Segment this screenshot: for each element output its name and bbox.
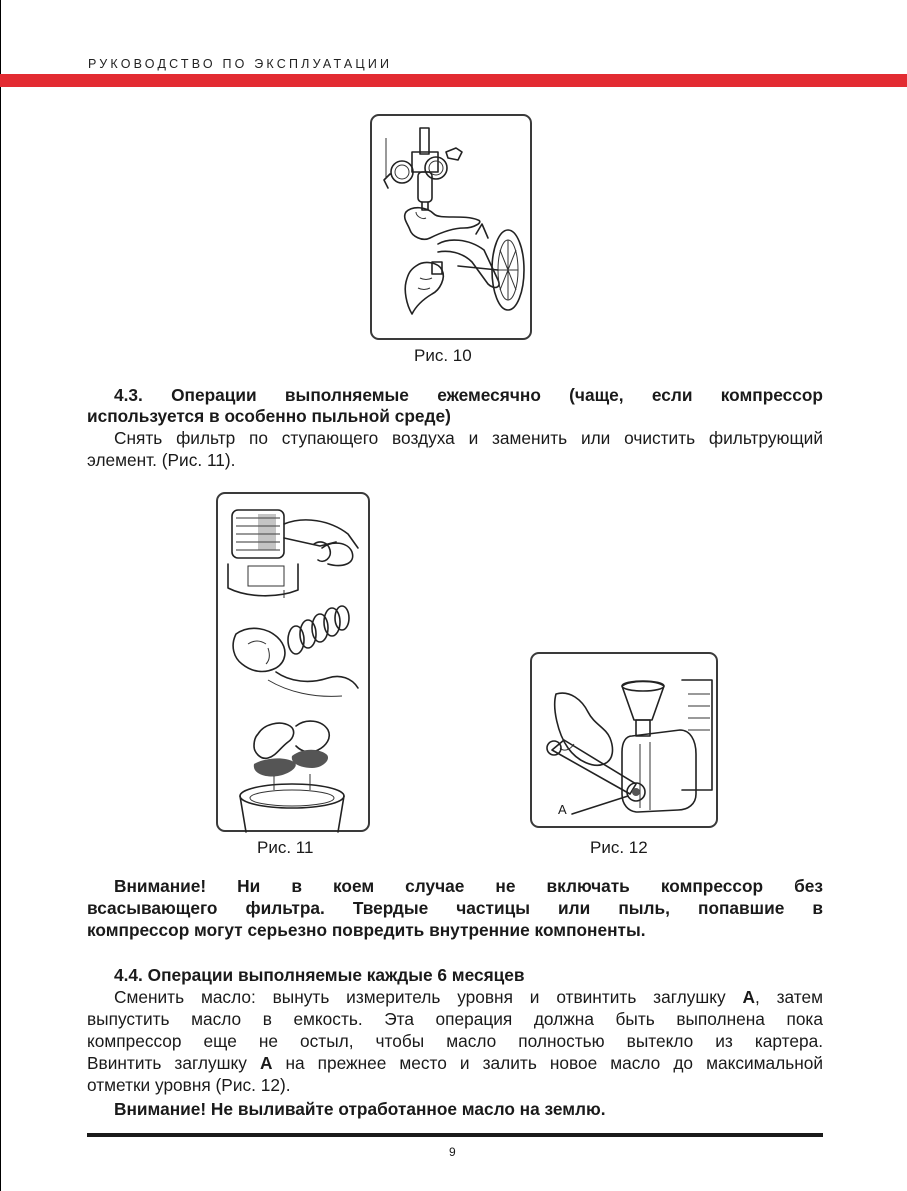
warning-1-line1: Внимание! Ни в коем случае не включать компрессор без — [114, 876, 823, 896]
figure-12-frame — [530, 652, 718, 828]
section-4-4-heading: 4.4. Операции выполняемые каждые 6 месяцев — [114, 965, 525, 985]
figure-10-caption: Рис. 10 — [414, 346, 472, 365]
section-4-3-body-line2: элемент. (Рис. 11). — [87, 450, 236, 470]
section-4-3-heading-line1: 4.3. Операции выполняемые ежемесячно (чаще, если компрессор — [114, 385, 823, 405]
section-4-4-line3: компрессор еще не остыл, чтобы масло полностью вытекло из картера. — [87, 1031, 823, 1051]
section-4-3-body-line1: Снять фильтр по ступающего воздуха и заменить или очистить фильтрующий — [114, 428, 823, 448]
figure-10-illustration — [372, 116, 534, 342]
section-4-3-heading-line2: используется в особенно пыльной среде) — [87, 406, 451, 426]
figure-11-illustration — [218, 494, 372, 834]
section-4-4-line5: отметки уровня (Рис. 12). — [87, 1075, 291, 1095]
figure-12-label-a: A — [558, 802, 567, 817]
section-4-4-line4: Ввинтить заглушку A на прежнее место и залить новое масло до максимальной — [87, 1053, 824, 1073]
section-4-4-line2: выпустить масло в емкость. Эта операция должна быть выполнена пока — [87, 1009, 823, 1029]
document-header-title: РУКОВОДСТВО ПО ЭКСПЛУАТАЦИИ — [88, 57, 393, 71]
section-4-4-warning: Внимание! Не выливайте отработанное масло на землю. — [114, 1099, 606, 1119]
section-4-4-line1: Сменить масло: вынуть измеритель уровня и отвинтить заглушку A, затем — [114, 987, 823, 1007]
warning-1-line2: всасывающего фильтра. Твердые частицы или пыль, попавшие в — [87, 898, 823, 918]
figure-10-frame — [370, 114, 532, 340]
header-red-band — [0, 74, 907, 87]
warning-1-line3: компрессор могут серьезно повредить внутренние компоненты. — [87, 920, 646, 940]
figure-11-caption: Рис. 11 — [257, 838, 314, 857]
page-border-left — [0, 0, 1, 1191]
figure-12-caption: Рис. 12 — [590, 838, 648, 857]
figure-11-frame — [216, 492, 370, 832]
page-number: 9 — [449, 1145, 456, 1159]
footer-rule — [87, 1133, 823, 1137]
